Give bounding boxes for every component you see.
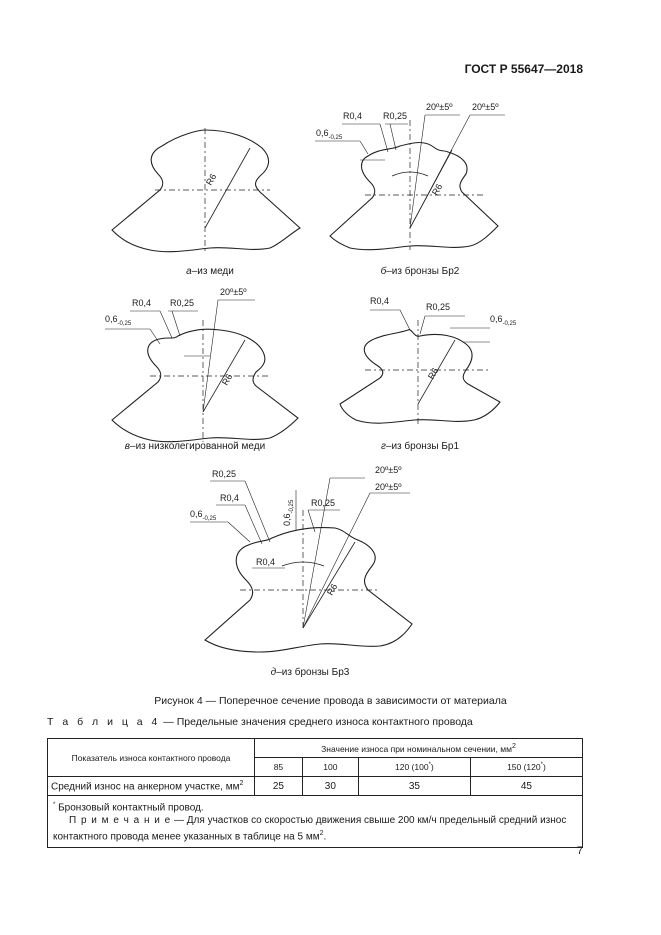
figure-a-copper — [112, 128, 300, 252]
header-section-150: 150 (120*) — [470, 758, 582, 777]
figure-title: Рисунок 4 — Поперечное сечение провода в зависимости от материала — [154, 695, 507, 707]
fig-d-r04-label: R0,4 — [370, 296, 390, 306]
page-number: 7 — [576, 845, 583, 857]
fig-e-angle1-label: 20º±5º — [375, 465, 402, 475]
fig-c-r04-label: R0,4 — [132, 298, 152, 308]
figure-b-bronze-br2 — [315, 115, 505, 250]
footnote: * Бронзовый контактный провод. — [53, 802, 204, 814]
table-notes — [48, 796, 583, 848]
value-150: 45 — [470, 777, 582, 796]
document-id: ГОСТ Р 55647—2018 — [464, 62, 583, 76]
fig-c-r6-label: R6 — [220, 372, 235, 387]
note: П р и м е ч а н и е — Для участков со скоростью движения свыше 200 км/ч предельный средний износ контактного провода менее указанных в таблице на 5 $мм^2$. — [53, 815, 567, 843]
fig-e-r6-label: R6 — [325, 582, 340, 597]
header-section-120: 120 (100*) — [358, 758, 470, 777]
fig-b-angle1-label: 20º±5º — [426, 102, 453, 112]
figure-d-bronze-br1 — [340, 310, 500, 424]
value-100: 30 — [302, 777, 358, 796]
fig-c-dim-label: $0,6_{-0,25}$ — [105, 314, 132, 327]
fig-b-r025-label: R0,25 — [383, 111, 408, 121]
fig-e-r04-top-label: R0,4 — [220, 493, 240, 503]
fig-e-r025-top-label: R0,25 — [212, 469, 237, 479]
value-85: 25 — [255, 777, 303, 796]
header-indicator: Показатель износа контактного провода — [48, 739, 255, 777]
fig-d-r6-label: R6 — [426, 366, 441, 381]
fig-e-r025-right-label: R0,25 — [311, 498, 336, 508]
fig-c-angle-label: 20º±5º — [220, 287, 247, 297]
header-section-85: 85 — [255, 758, 303, 777]
fig-b-r6-label: R6 — [430, 182, 445, 197]
fig-d-r025-label: R0,25 — [426, 302, 451, 312]
wear-limits-table — [47, 738, 583, 848]
fig-e-dim-label: $0,6_{-0,25}$ — [190, 509, 217, 522]
fig-e-vertical-dim-label: $0,6_{-0,25}$ — [282, 499, 295, 526]
fig-b-dim-label: $0,6_{-0,25}$ — [316, 128, 343, 141]
caption-c: в–из низколегированной меди — [124, 441, 266, 452]
fig-a-r6-label: R6 — [204, 172, 219, 187]
value-120: 35 — [358, 777, 470, 796]
fig-d-dim-label: $0,6_{-0,25}$ — [490, 314, 517, 327]
caption-b: б–из бронзы Бр2 — [380, 266, 460, 277]
caption-d: г–из бронзы Бр1 — [380, 441, 460, 452]
fig-e-angle2-label: 20º±5º — [375, 482, 402, 492]
row-label: Средний износ на анкерном участке, $мм^2$ — [48, 777, 255, 796]
header-section-100: 100 — [302, 758, 358, 777]
fig-c-r025-label: R0,25 — [170, 298, 195, 308]
figure-e-bronze-br3 — [190, 478, 412, 652]
fig-b-r04-label: R0,4 — [343, 111, 363, 121]
fig-b-angle2-label: 20º±5º — [472, 102, 499, 112]
caption-e: д–из бронзы Бр3 — [270, 667, 350, 678]
figure-c-low-alloy-copper — [105, 300, 298, 442]
table-title: Т а б л и ц а 4 — Предельные значения среднего износа контактного провода — [47, 716, 473, 728]
fig-e-r04-bottom-label: R0,4 — [256, 557, 276, 567]
table-row — [48, 777, 583, 796]
caption-a: а–из меди — [186, 266, 234, 277]
header-group: Значение износа при номинальном сечении, $мм^2$ — [255, 739, 583, 758]
